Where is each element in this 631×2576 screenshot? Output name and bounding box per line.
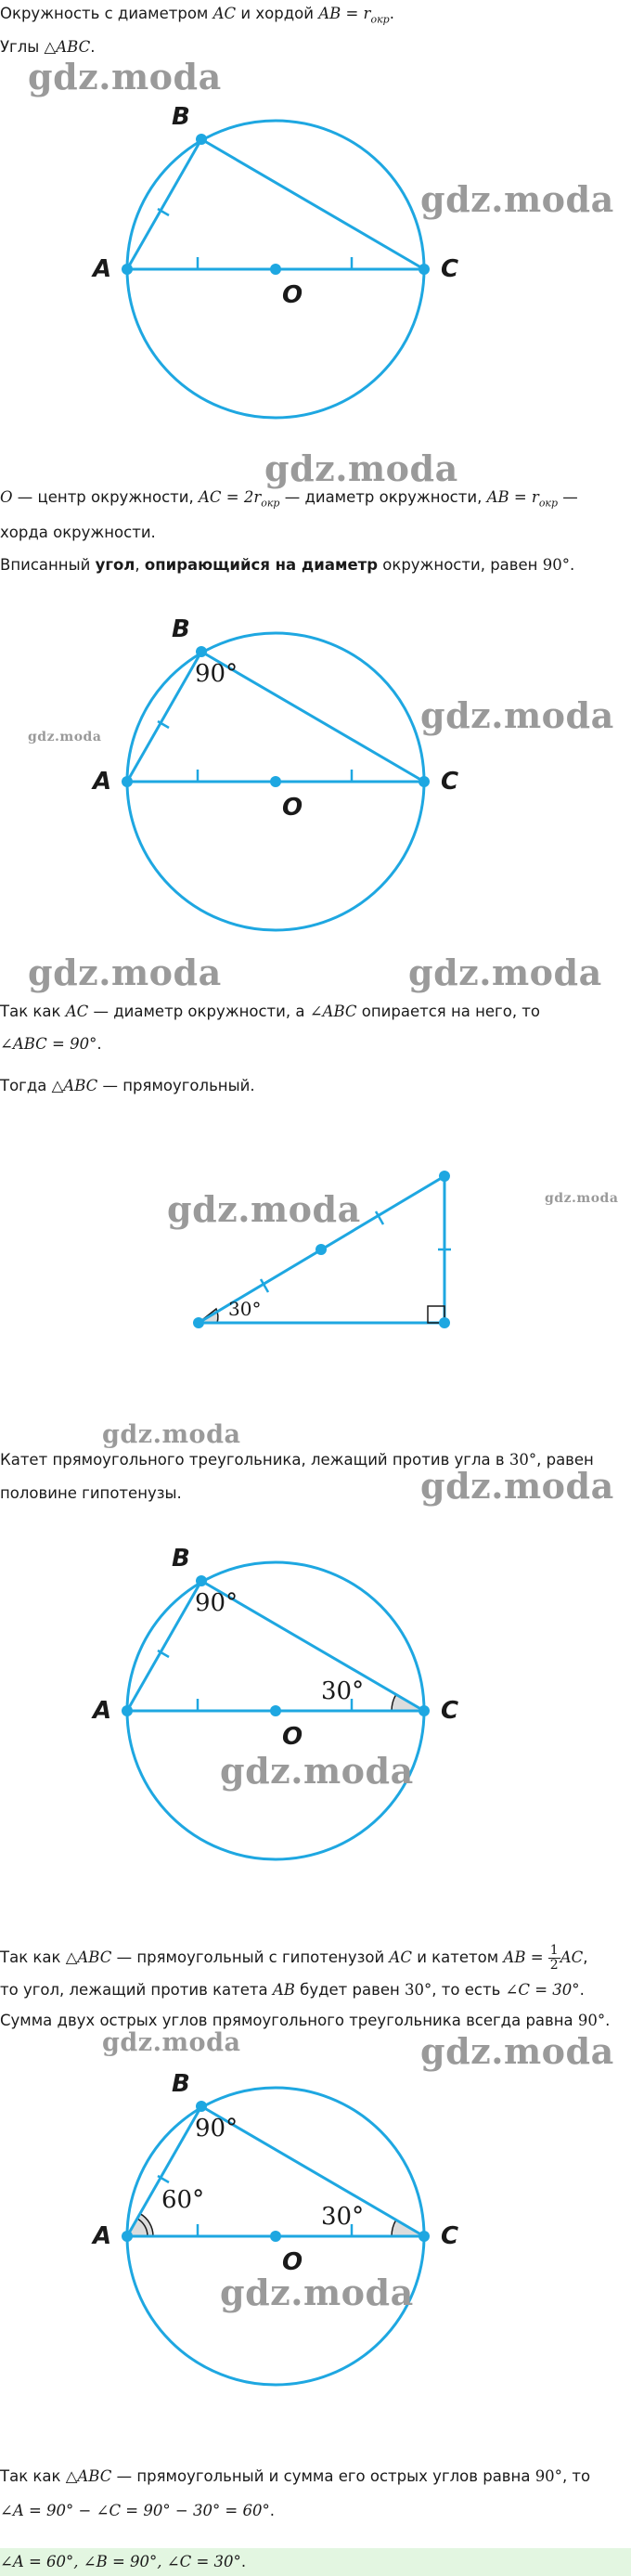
label-a: A xyxy=(93,255,112,283)
angle-label-b: 90° xyxy=(195,660,238,688)
angle-label-c: 30° xyxy=(321,2203,365,2231)
text-line-2: Углы △ABC. xyxy=(0,38,96,56)
label-b: B xyxy=(172,615,190,643)
label-c: C xyxy=(441,1697,459,1725)
label-c: C xyxy=(441,768,459,796)
watermark: gdz.moda xyxy=(220,1750,414,1792)
figure-circle-2 xyxy=(84,615,492,967)
label-a: A xyxy=(93,2222,112,2250)
text-line-10: половине гипотенузы. xyxy=(0,1484,182,1502)
label-c: C xyxy=(441,255,459,283)
figure-triangle xyxy=(167,1160,464,1346)
angle-label-30: 30° xyxy=(228,1298,262,1320)
text-line-15: ∠A = 90° − ∠C = 90° − 30° = 60°. xyxy=(0,2502,275,2519)
label-o: O xyxy=(282,2248,303,2276)
label-o: O xyxy=(282,794,303,822)
watermark: gdz.moda xyxy=(545,1191,619,1206)
watermark: gdz.moda xyxy=(264,447,458,489)
watermark: gdz.moda xyxy=(102,1420,241,1449)
watermark: gdz.moda xyxy=(102,2028,241,2057)
watermark: gdz.moda xyxy=(28,951,222,993)
watermark: gdz.moda xyxy=(220,2272,414,2313)
text-line-8: Тогда △ABC — прямоугольный. xyxy=(0,1077,255,1094)
watermark: gdz.moda xyxy=(420,178,614,220)
text-line-1: Окружность с диаметром AC и хордой AB = $r_{окр}$. xyxy=(0,5,394,26)
label-a: A xyxy=(93,768,112,796)
label-b: B xyxy=(172,2070,190,2098)
text-line-11: Так как △ABC — прямоугольный с гипотенузой AC и катетом AB = $\frac{1}{2}$ AC, xyxy=(0,1943,588,1973)
text-line-13: Сумма двух острых углов прямоугольного треугольника всегда равна 90°. xyxy=(0,2012,611,2029)
angle-label-b: 90° xyxy=(195,2115,238,2142)
watermark: gdz.moda xyxy=(28,730,102,744)
text-line-4: хорда окружности. xyxy=(0,524,156,541)
angle-label-a: 60° xyxy=(161,2186,205,2214)
label-o: O xyxy=(282,281,303,309)
figure-circle-4 xyxy=(84,2070,492,2422)
angle-label-b: 90° xyxy=(195,1589,238,1617)
label-b: B xyxy=(172,103,190,131)
label-o: O xyxy=(282,1723,303,1751)
watermark: gdz.moda xyxy=(28,56,222,97)
watermark: gdz.moda xyxy=(420,2030,614,2072)
text-line-5: Вписанный угол, опирающийся на диаметр окружности, равен 90°. xyxy=(0,556,575,574)
figure-circle-3 xyxy=(84,1545,492,1896)
angle-label-c: 30° xyxy=(321,1677,365,1705)
watermark: gdz.moda xyxy=(420,694,614,736)
text-line-3: O — центр окружности, AC = $2r_{окр}$ — диаметр окружности, AB = $r_{окр}$ — xyxy=(0,488,578,510)
label-b: B xyxy=(172,1545,190,1573)
watermark: gdz.moda xyxy=(420,1465,614,1507)
watermark: gdz.moda xyxy=(167,1188,361,1230)
text-line-14: Так как △ABC — прямоугольный и сумма его острых углов равна 90°, то xyxy=(0,2467,591,2485)
label-c: C xyxy=(441,2222,459,2250)
fraction-one-half: $\frac{1}{2}$ xyxy=(549,1943,559,1973)
answer-text: ∠A = 60°, ∠B = 90°, ∠C = 30°. xyxy=(0,2553,247,2570)
figure-circle-1 xyxy=(84,103,492,455)
text-line-7: ∠ABC = 90°. xyxy=(0,1035,102,1053)
label-a: A xyxy=(93,1697,112,1725)
text-line-12: то угол, лежащий против катета AB будет равен 30°, то есть ∠C = 30°. xyxy=(0,1981,585,1999)
watermark: gdz.moda xyxy=(408,951,602,993)
text-line-6: Так как AC — диаметр окружности, а ∠ABC опирается на него, то xyxy=(0,1003,541,1020)
text-line-9: Катет прямоугольного треугольника, лежащий против угла в 30°, равен xyxy=(0,1451,594,1469)
